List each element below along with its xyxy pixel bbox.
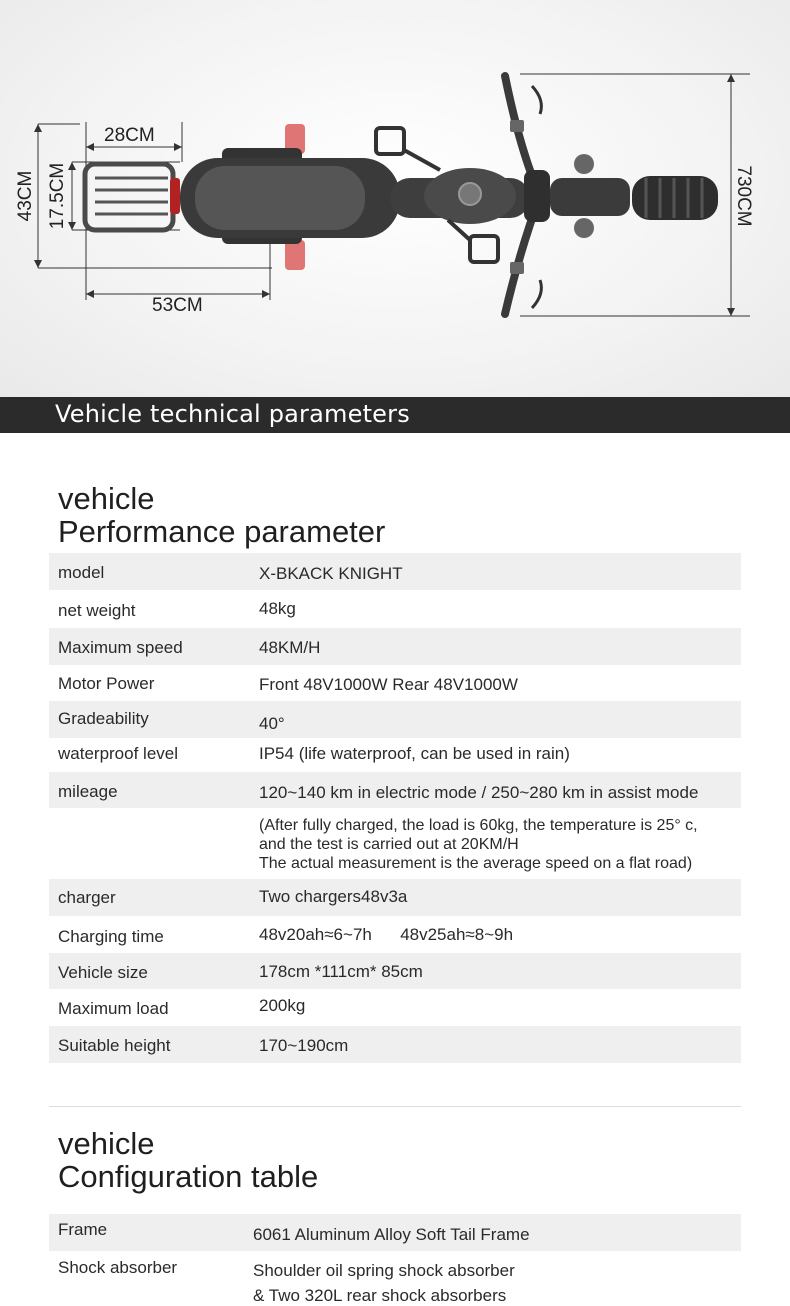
row-value: Two chargers48v3a — [259, 887, 408, 906]
configuration-title-line1: vehicle — [58, 1126, 155, 1161]
row-value: 120~140 km in electric mode / 250~280 km in assist mode — [259, 783, 699, 802]
row-label: charger — [58, 888, 116, 907]
table-row — [49, 665, 741, 701]
table-row — [49, 772, 741, 808]
table-row — [49, 590, 741, 628]
performance-title-line1: vehicle — [58, 481, 155, 516]
front-wheel — [550, 154, 718, 238]
banner-title: Vehicle technical parameters — [55, 400, 410, 428]
row-value: Front 48V1000W Rear 48V1000W — [259, 675, 518, 694]
row-value: 48v20ah≈6~7h 48v25ah≈8~9h — [259, 925, 514, 944]
row-label: model — [58, 563, 105, 582]
row-value: X-BKACK KNIGHT — [259, 564, 403, 583]
row-value: 178cm *111cm* 85cm — [259, 962, 423, 981]
product-top-view — [0, 0, 790, 398]
performance-title-line2: Performance parameter — [58, 514, 386, 549]
table-row — [49, 738, 741, 772]
row-label: net weight — [58, 601, 136, 620]
row-value-line1: Shoulder oil spring shock absorber — [253, 1261, 515, 1280]
row-label: waterproof level — [58, 744, 179, 763]
row-value: IP54 (life waterproof, can be used in rain) — [259, 744, 570, 763]
row-label: mileage — [58, 782, 118, 801]
table-row — [49, 1214, 741, 1251]
row-label: Gradeability — [58, 709, 149, 728]
scooter-illustration — [0, 0, 790, 398]
row-value: 200kg — [259, 996, 306, 1015]
mileage-note — [259, 816, 698, 873]
configuration-title-line2: Configuration table — [58, 1159, 319, 1194]
row-label: Frame — [58, 1220, 108, 1239]
row-label: Motor Power — [58, 674, 155, 693]
row-value: 170~190cm — [259, 1036, 349, 1055]
section-banner — [0, 397, 790, 433]
row-value: 40° — [259, 714, 285, 733]
table-row-note — [49, 808, 741, 879]
mileage-note-line: and the test is carried out at 20KM/H — [259, 836, 519, 853]
dim-handlebar-width: 730CM — [733, 165, 754, 227]
table-row — [49, 1251, 741, 1304]
rear-rack — [85, 164, 180, 230]
table-row — [49, 1026, 741, 1063]
row-label: Vehicle size — [58, 963, 148, 982]
row-label: Charging time — [58, 927, 164, 946]
dim-seat-length: 53CM — [152, 295, 203, 316]
table-row — [49, 879, 741, 916]
row-label: Maximum speed — [58, 638, 183, 657]
table-row — [49, 628, 741, 665]
dim-rack-length: 28CM — [104, 125, 155, 146]
row-value: 48KM/H — [259, 638, 321, 657]
dim-rack-width: 17.5CM — [47, 162, 68, 230]
table-row — [49, 953, 741, 989]
row-value: 6061 Aluminum Alloy Soft Tail Frame — [253, 1225, 530, 1244]
row-label: Shock absorber — [58, 1258, 178, 1277]
table-row — [49, 989, 741, 1026]
row-value-line2: & Two 320L rear shock absorbers — [253, 1286, 507, 1305]
configuration-table — [49, 1214, 741, 1304]
row-value: 48kg — [259, 599, 296, 618]
row-label: Maximum load — [58, 999, 169, 1018]
row-label: Suitable height — [58, 1036, 171, 1055]
table-row — [49, 553, 741, 590]
table-row — [49, 701, 741, 738]
section-divider — [49, 1106, 741, 1107]
table-row — [49, 916, 741, 953]
mileage-note-line: The actual measurement is the average speed on a flat road) — [259, 855, 693, 872]
scooter-body — [180, 158, 530, 238]
dim-total-width: 43CM — [15, 170, 36, 222]
performance-table — [49, 553, 741, 1063]
mileage-note-line: (After fully charged, the load is 60kg, the temperature is 25° c, — [259, 817, 698, 834]
